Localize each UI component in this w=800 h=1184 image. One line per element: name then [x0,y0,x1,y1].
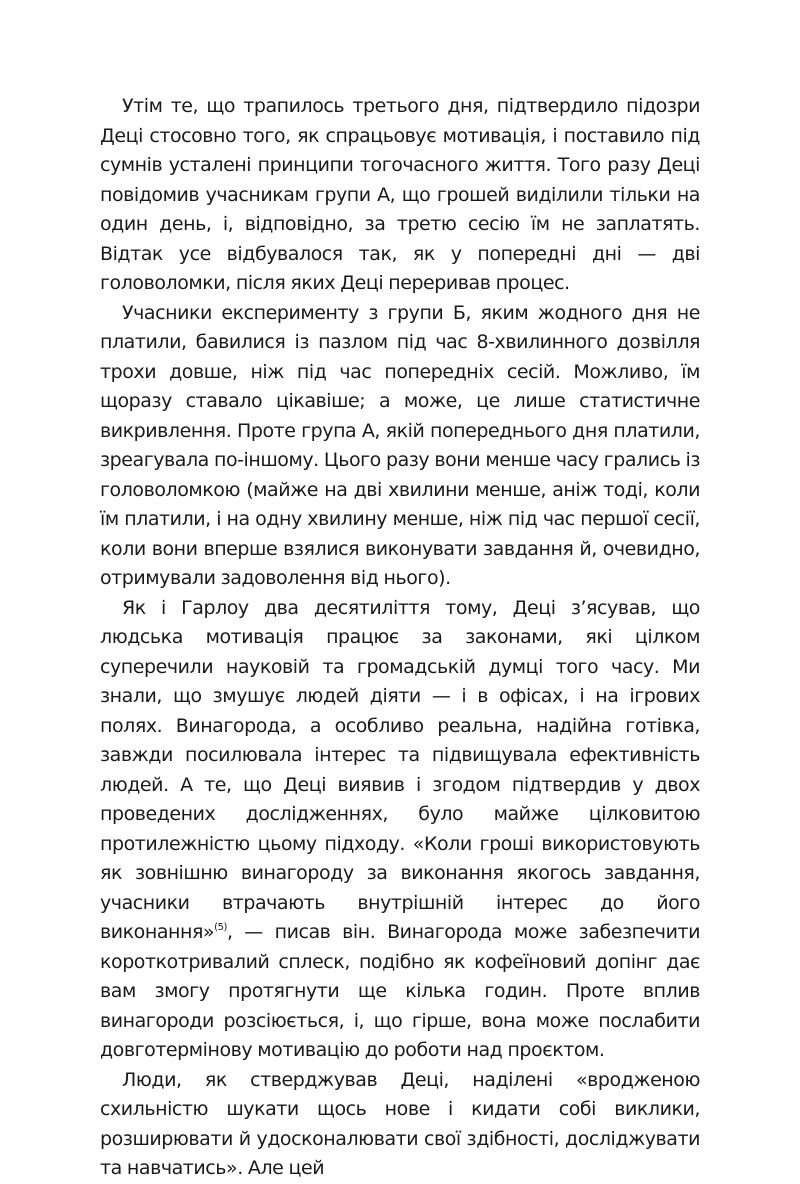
paragraph-3 [100,594,700,1066]
paragraph-2: Учасники експерименту з групи Б, яким жодного дня не платили, бавилися із пазлом під час 8-хвилинного дозвілля трохи довше, ніж під час попередніх сесій. Можливо, їм щоразу ставало цікавіше; а може, це лише статистичне викривлення. Проте група А, якій попереднього дня платили, зреагувала по-іншому. Цього разу вони менше часу грались із головоломкою (майже на дві хвилини менше, аніж тоді, коли їм платили, і на одну хвилину менше, ніж під час першої сесії, коли вони вперше взялися виконувати завдання й, очевидно, отримували задоволення від нього). [100,301,700,589]
footnote-reference: (5) [214,922,227,933]
paragraph-4: Люди, як стверджував Деці, наділені «вродженою схильністю шукати щось нове і кидати собі виклики, розширювати й удосконалювати свої здібності, досліджувати та навчатись». Але цей [100,1068,700,1179]
paragraph-1: Утім те, що трапилось третього дня, підтвердило підозри Деці стосовно того, як спрацьовує мотивація, і поставило під сумнів усталені принципи тогочасного життя. Того разу Деці повідомив учасникам групи А, що грошей виділили тільки на один день, і, відповідно, за третю сесію їм не заплатять. Відтак усе відбувалося так, як у попередні дні — дві головоломки, після яких Деці переривав процес. [100,95,700,294]
paragraph-3-text-after-note: , — писав він. Винагорода може забезпечити короткотривалий сплеск, подібно як кофеїновий допінг дає вам змогу протягнути ще кілька годин. Проте вплив винагороди розсіюється, і, що гірше, вона може послабити довготермінову мотивацію до роботи над проєктом. [100,921,700,1061]
paragraph-3-text-before-note: Як і Гарлоу два десятиліття тому, Деці з’ясував, що людська мотивація працює за законами, які цілком суперечили науковій та громадській думці того часу. Ми знали, що змушує людей діяти — і в офісах, і на ігрових полях. Винагорода, а особливо реальна, надійна готівка, завжди посилювала інтерес та підвищувала ефективність людей. А те, що Деці виявив і згодом підтвердив у двох проведених дослідженнях, було майже цілковитою протилежністю цьому підходу. «Коли гроші використовують як зовнішню винагороду за виконання якогось завдання, учасники втрачають внутрішній інтерес до його виконання» [100,596,700,943]
book-page [100,92,700,1184]
